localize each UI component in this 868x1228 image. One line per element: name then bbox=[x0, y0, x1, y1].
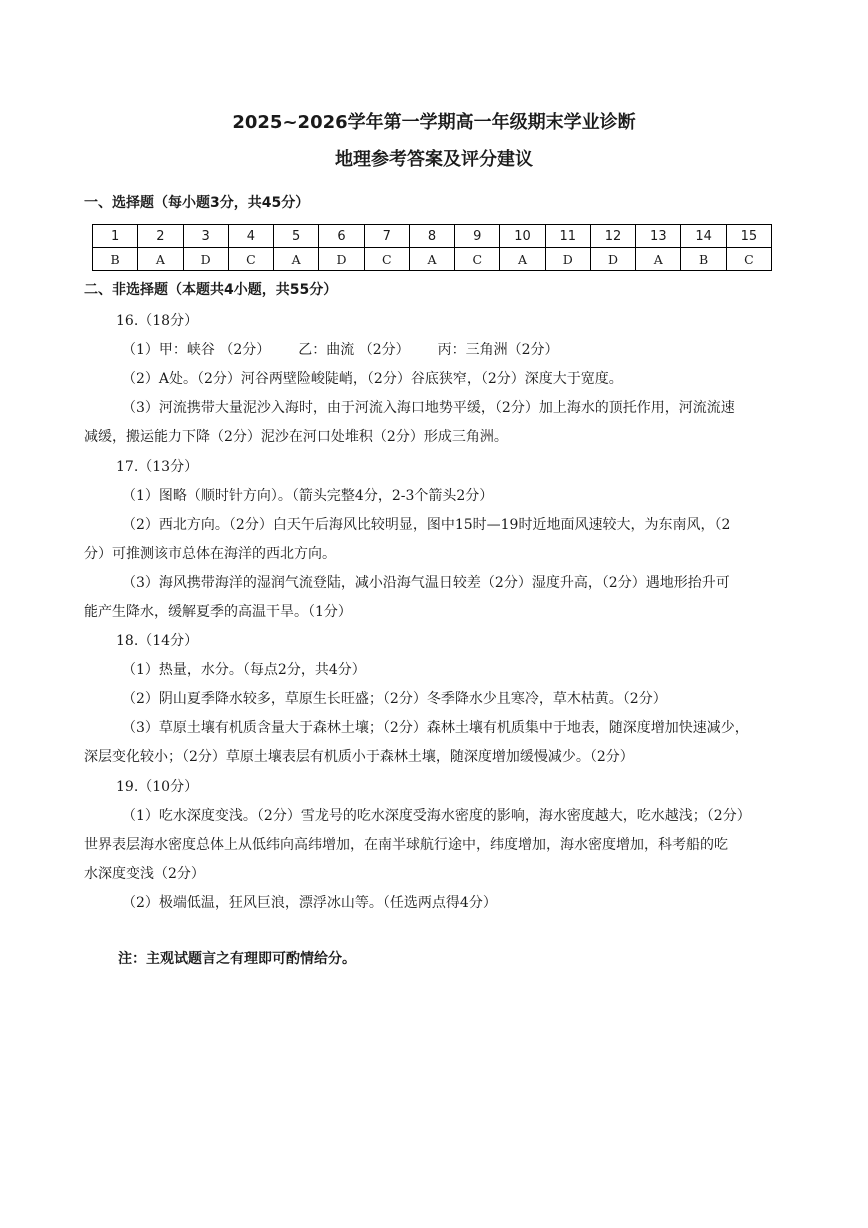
answer-line: （2）西北方向。（2分）白天午后海风比较明显，图中15时—19时近地面风速较大，为东南风，（2 bbox=[122, 517, 731, 533]
answer-line: （3）海风携带海洋的湿润气流登陆，减小沿海气温日较差（2分）湿度升高，（2分）遇地形抬升可 bbox=[122, 575, 730, 591]
answer-cell: A bbox=[636, 248, 681, 271]
answer-part: 乙：曲流 （2分） bbox=[298, 342, 410, 358]
answer-line: （3）河流携带大量泥沙入海时，由于河流入海口地势平缓，（2分）加上海水的顶托作用，河流流速 bbox=[122, 400, 735, 416]
document-title: 2025~2026学年第一学期高一年级期末学业诊断 bbox=[232, 112, 636, 133]
question-number: 14 bbox=[681, 225, 726, 248]
answer-line: （2）A处。（2分）河谷两壁险峻陡峭，（2分）谷底狭窄，（2分）深度大于宽度。 bbox=[122, 371, 623, 387]
question-number: 5 bbox=[274, 225, 319, 248]
answer-line: 世界表层海水密度总体上从低纬向高纬增加，在南半球航行途中，纬度增加，海水密度增加，科考船的吃 bbox=[84, 837, 728, 853]
answer-cell: C bbox=[228, 248, 273, 271]
document-subtitle: 地理参考答案及评分建议 bbox=[335, 149, 533, 170]
answer-line: （1）热量，水分。（每点2分，共4分） bbox=[122, 662, 366, 678]
answer-cell: A bbox=[274, 248, 319, 271]
question-number: 4 bbox=[228, 225, 273, 248]
answer-cell: A bbox=[409, 248, 454, 271]
section1-heading: 一、选择题（每小题3分，共45分） bbox=[84, 195, 310, 211]
question-number: 10 bbox=[500, 225, 545, 248]
answer-table-answer-row bbox=[93, 248, 772, 271]
answer-cell: A bbox=[138, 248, 183, 271]
answer-line: 能产生降水，缓解夏季的高温干旱。（1分） bbox=[84, 604, 352, 620]
question-number: 13 bbox=[636, 225, 681, 248]
answer-table-number-row bbox=[93, 225, 772, 248]
answer-line: 减缓，搬运能力下降（2分）泥沙在河口处堆积（2分）形成三角洲。 bbox=[84, 429, 508, 445]
question-number: 9 bbox=[455, 225, 500, 248]
answer-cell: C bbox=[726, 248, 771, 271]
answer-line: （1）吃水深度变浅。（2分）雪龙号的吃水深度受海水密度的影响，海水密度越大，吃水越浅；（2分） bbox=[122, 808, 751, 824]
question-number: 15 bbox=[726, 225, 771, 248]
question-number: 8 bbox=[409, 225, 454, 248]
answer-part: （1）甲：峡谷 （2分） bbox=[122, 342, 271, 358]
answer-cell: D bbox=[590, 248, 635, 271]
answer-line: （2）极端低温，狂风巨浪，漂浮冰山等。（任选两点得4分） bbox=[122, 895, 497, 911]
question-number: 3 bbox=[183, 225, 228, 248]
answer-line bbox=[122, 339, 559, 359]
answer-cell: B bbox=[681, 248, 726, 271]
answer-line: （1）图略（顺时针方向）。（箭头完整4分，2-3个箭头2分） bbox=[122, 488, 494, 504]
answer-line: 分）可推测该市总体在海洋的西北方向。 bbox=[84, 546, 336, 562]
grading-note: 注：主观试题言之有理即可酌情给分。 bbox=[118, 951, 356, 967]
question-heading: 18.（14分） bbox=[116, 633, 199, 649]
answer-line: （3）草原土壤有机质含量大于森林土壤；（2分）森林土壤有机质集中于地表，随深度增加快速减少， bbox=[122, 720, 749, 736]
answer-cell: D bbox=[319, 248, 364, 271]
answer-part: 丙：三角洲（2分） bbox=[437, 342, 559, 358]
answer-line: 水深度变浅（2分） bbox=[84, 866, 205, 882]
question-number: 12 bbox=[590, 225, 635, 248]
question-heading: 19.（10分） bbox=[116, 779, 199, 795]
answer-cell: D bbox=[183, 248, 228, 271]
answer-line: （2）阴山夏季降水较多，草原生长旺盛；（2分）冬季降水少且寒冷，草木枯黄。（2分） bbox=[122, 691, 667, 707]
question-number: 2 bbox=[138, 225, 183, 248]
question-heading: 16.（18分） bbox=[116, 313, 199, 329]
question-number: 1 bbox=[93, 225, 138, 248]
question-heading: 17.（13分） bbox=[116, 459, 199, 475]
answer-cell: C bbox=[455, 248, 500, 271]
answer-line: 深层变化较小；（2分）草原土壤表层有机质小于森林土壤，随深度增加缓慢减少。（2分） bbox=[84, 749, 634, 765]
answer-cell: D bbox=[545, 248, 590, 271]
question-number: 7 bbox=[364, 225, 409, 248]
answer-cell: A bbox=[500, 248, 545, 271]
question-number: 6 bbox=[319, 225, 364, 248]
answer-cell: B bbox=[93, 248, 138, 271]
answer-table bbox=[92, 224, 772, 271]
answer-cell: C bbox=[364, 248, 409, 271]
section2-heading: 二、非选择题（本题共4小题，共55分） bbox=[84, 282, 338, 298]
question-number: 11 bbox=[545, 225, 590, 248]
